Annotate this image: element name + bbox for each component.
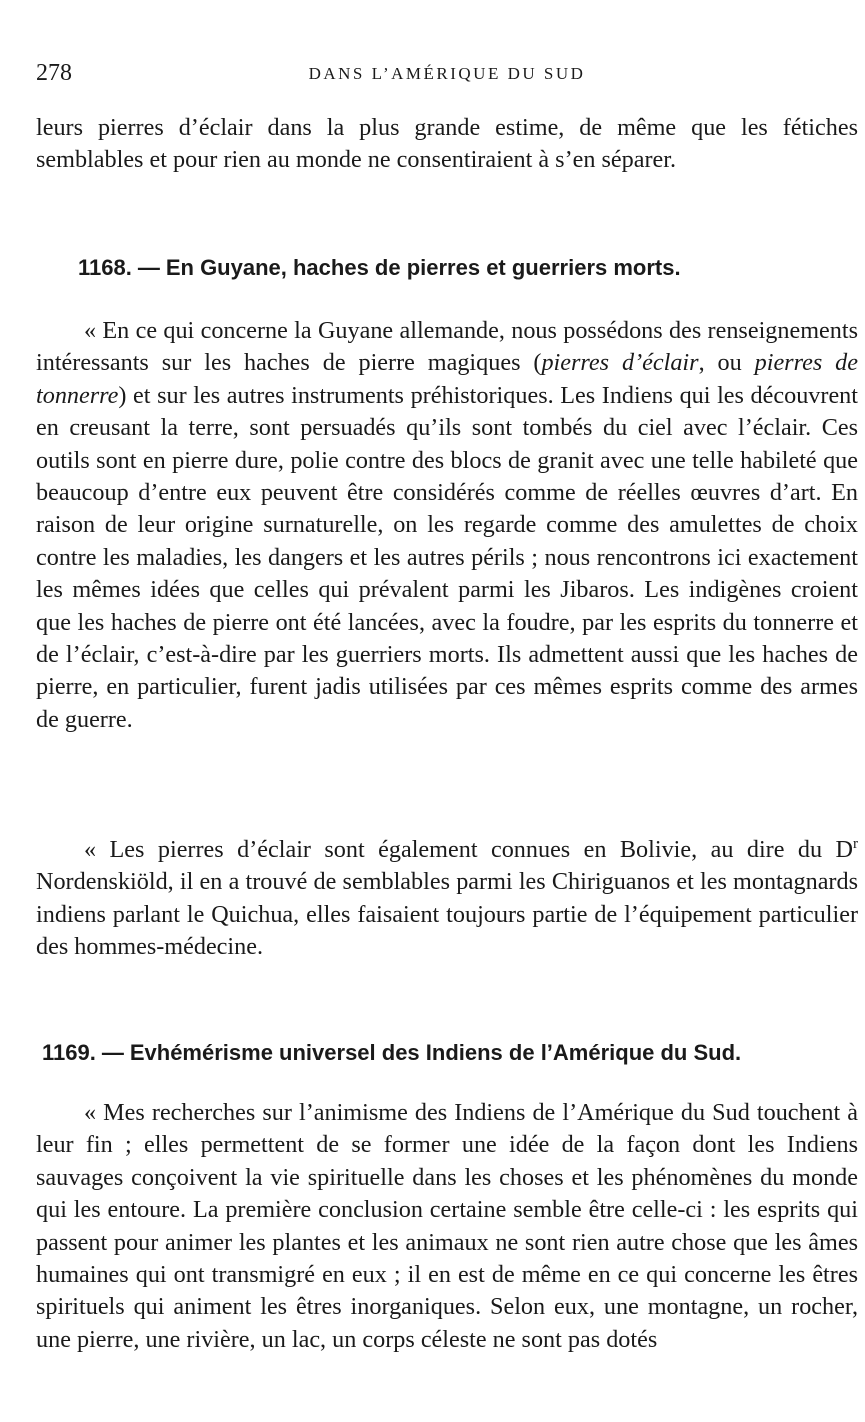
section-number: 1169. [42, 1040, 96, 1065]
paragraph-text: « Les pierres d’éclair sont également connues en Bolivie, au dire du D [84, 836, 853, 863]
paragraph-text: Nordenskiöld, il en a trouvé de semblables parmi les Chiriguanos et les montagnards indiens parlant le Quichua, elles faisaient toujours partie de l’équipement particulier des hommes-médecine. [36, 868, 858, 961]
superscript: r [853, 835, 858, 852]
section-title: Evhémérisme universel des Indiens de l’Amérique du Sud. [129, 1040, 742, 1065]
section-number: 1168. [78, 255, 132, 280]
paragraph-text: , ou [698, 349, 755, 377]
section-title: En Guyane, haches de pierres et guerriers morts. [165, 255, 681, 280]
section-dash: — [101, 1040, 124, 1065]
running-title: DANS L’AMÉRIQUE DU SUD [308, 64, 586, 83]
page-number: 278 [36, 60, 72, 86]
paragraph-text: « En ce qui concerne la Guyane allemande, nous possédons des renseignements intéressants sur les haches de pierre magiques ( [36, 317, 858, 377]
italic-term: pierres de tonnerre [36, 349, 858, 409]
italic-term: pierres d’éclair [541, 349, 699, 377]
paragraph-text: ) et sur les autres instruments préhistoriques. Les Indiens qui les découvrent en creusant la terre, sont persuadés qu’ils sont tombés du ciel avec l’éclair. Ces outils sont en pierre dure, polie contre des blocs de granit avec une telle habileté que beaucoup d’entre eux peuvent être considérés comme de réelles œuvres d’art. En raison de leur origine surnaturelle, on les regarde comme des amulettes de choix contre les maladies, les dangers et les autres périls ; nous rencontrons ici exactement les mêmes idées que celles qui prévalent parmi les Jibaros. Les indigènes croient que les haches de pierre ont été lancées, avec la foudre, par les esprits du tonnerre et de l’éclair, c’est-à-dire par les guerriers morts. Ils admettent aussi que les haches de pierre, en particulier, furent jadis utilisées par ces mêmes esprits comme des armes de guerre. [36, 381, 858, 733]
body-paragraph-bolivie [36, 834, 858, 964]
intro-paragraph: leurs pierres d’éclair dans la plus grande estime, de même que les fétiches semblables et pour rien au monde ne consentiraient à s’en séparer. [36, 114, 858, 174]
section-heading-1168 [36, 253, 865, 283]
running-head [36, 60, 858, 94]
section-dash: — [137, 255, 160, 280]
body-paragraph-animisme: « Mes recherches sur l’animisme des Indiens de l’Amérique du Sud touchent à leur fin ; elles permettent de se former une idée de la façon dont les Indiens sauvages conçoivent la vie spirituelle dans les choses et les phénomènes du monde qui les entoure. La première conclusion certaine semble être celle-ci : les esprits qui passent pour animer les plantes et les animaux ne sont rien autre chose que les âmes humaines qui ont transmigré en eux ; il en est de même en ce qui concerne les êtres spirituels qui animent les êtres inorganiques. Selon eux, une montagne, un rocher, une pierre, une rivière, un lac, un corps céleste ne sont pas dotés [36, 1099, 858, 1353]
body-paragraph-guyane [36, 315, 858, 736]
section-heading-1169 [36, 1038, 864, 1068]
